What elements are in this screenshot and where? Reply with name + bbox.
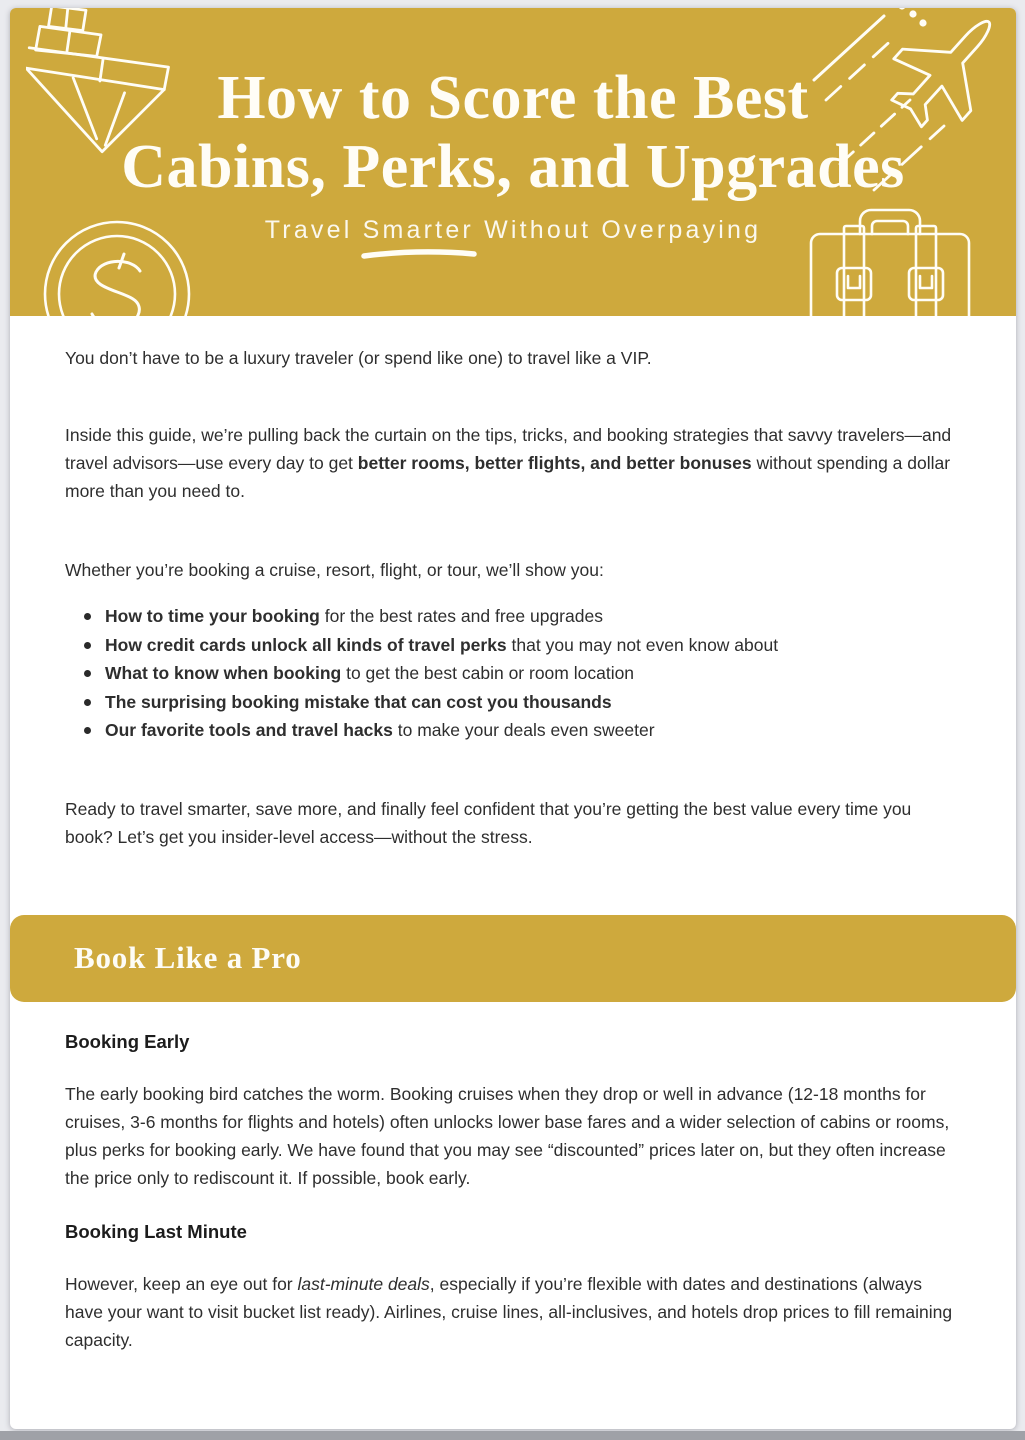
booking-early-heading: Booking Early (65, 1030, 190, 1052)
section-band (10, 915, 1016, 1002)
list-item-text (105, 692, 612, 712)
list-item (65, 631, 958, 660)
text-run: You don’t have to be a luxury traveler (or spend like one) to travel like a VIP. (65, 348, 652, 368)
text-run: The surprising booking mistake that can cost you thousands (105, 691, 612, 712)
intro-paragraph-4 (65, 795, 958, 851)
text-run: Inside this guide, we’re pulling back the curtain on the tips, tricks, and booking strategies that savvy travelers—and travel advisors—use every day to get (65, 425, 952, 473)
booking-early-paragraph (65, 1080, 958, 1192)
page-title-line2: Cabins, Perks, and Upgrades (121, 133, 905, 201)
bullet-dot-icon (84, 613, 91, 620)
text-run: that you may not even know about (506, 634, 779, 655)
list-item-text (105, 606, 603, 626)
intro-paragraph-1 (65, 316, 958, 372)
subtitle-pre: Travel (264, 216, 363, 244)
window-bottom-edge (0, 1431, 1025, 1440)
intro-paragraph-3 (65, 556, 958, 584)
highlights-list (65, 602, 958, 745)
text-run: without spending a dollar more than you need to. (65, 453, 951, 501)
section-band-title: Book Like a Pro (74, 940, 302, 975)
text-run: How credit cards unlock all kinds of travel perks (105, 634, 507, 655)
text-run: What to know when booking (105, 663, 342, 683)
text-run: to get the best cabin or room location (341, 663, 635, 683)
booking-last-minute-heading: Booking Last Minute (65, 1220, 247, 1242)
bullet-dot-icon (84, 670, 91, 677)
text-run: Our favorite tools and travel hacks (105, 720, 393, 740)
underline-swoosh-icon (360, 248, 478, 259)
list-item-text (105, 720, 655, 740)
text-run: better rooms, better flights, and better bonuses (357, 453, 752, 473)
bullet-dot-icon (84, 699, 91, 706)
text-run: However, keep an eye out for (65, 1273, 298, 1294)
document-body (10, 316, 1016, 1354)
text-run: The early booking bird catches the worm. Booking cruises when they drop or well in advance (12-18 months for cruises, 3-6 months for flights and hotels) often unlocks lower base fares and a wider selection of cabins or rooms, plus perks for booking early. We have found that you may see “discounted” prices later on, but they often increase the price only to rediscount it. If possible, book early. (65, 1083, 950, 1188)
list-item (65, 602, 958, 631)
header-subtitle (10, 216, 1016, 245)
list-item (65, 716, 958, 745)
subtitle-underlined-word: Smarter (363, 216, 474, 245)
list-item (65, 688, 958, 717)
list-item (65, 659, 958, 688)
page-title-line1: How to Score the Best (217, 64, 809, 132)
text-run: , especially if you’re flexible with dates and destinations (always have your want to visit bucket list ready). Airlines, cruise lines, all-inclusives, and hotels drop prices to fill remaining capacity. (65, 1273, 953, 1350)
intro-paragraph-2 (65, 421, 958, 505)
page-title (10, 64, 1016, 202)
text-run: Ready to travel smarter, save more, and finally feel confident that you’re getting the best value every time you book? Let’s get you insider-level access—without the stress. (65, 798, 912, 847)
header-banner (10, 8, 1016, 316)
text-run: Whether you’re booking a cruise, resort, flight, or tour, we’ll show you: (65, 560, 604, 580)
booking-last-minute-paragraph (65, 1270, 958, 1354)
subtitle-post: Without Overpaying (473, 216, 762, 244)
text-run: to make your deals even sweeter (392, 720, 655, 740)
text-run: last-minute deals (297, 1273, 430, 1294)
bullet-dot-icon (84, 642, 91, 649)
bullet-dot-icon (84, 727, 91, 734)
document-page (10, 8, 1016, 1429)
text-run: for the best rates and free upgrades (319, 606, 603, 626)
list-item-text (105, 663, 634, 683)
text-run: How to time your booking (105, 606, 320, 626)
list-item-text (105, 635, 778, 655)
